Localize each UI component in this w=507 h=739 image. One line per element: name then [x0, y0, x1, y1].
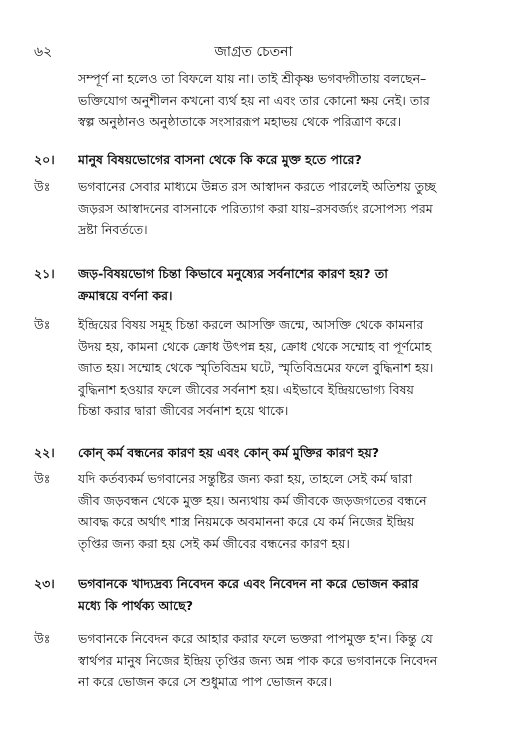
answer-line: আবদ্ধ করে অর্থাৎ শাস্ত্র নিয়মকে অবমাননা করে যে কর্ম নিজের ইন্দ্রিয়: [78, 514, 415, 529]
page-header: [0, 40, 507, 60]
answer-line: তৃপ্তির জন্য করা হয় সেই কর্ম জীবের বন্ধনের কারণ হয়।: [78, 535, 350, 551]
question-22: [78, 442, 478, 464]
question-line: ভগবানকে খাদ্যদ্রব্য নিবেদন করে এবং নিবেদন না করে ভোজন করার: [78, 576, 419, 591]
answer-20: [78, 176, 478, 241]
text-line: ভক্তিযোগ অনুশীলন কখনো ব্যর্থ হয় না এবং তার কোনো ক্ষয় নেই। তার: [78, 92, 430, 108]
answer-21: [78, 314, 478, 422]
continuation-paragraph: [78, 68, 478, 133]
question-number: ২৩।: [34, 576, 55, 591]
answer-line: দ্রষ্টা নিবর্ততে।: [78, 222, 148, 237]
answer-line: না করে ভোজন করে সে শুধুমাত্র পাপ ভোজন করে।: [78, 674, 333, 689]
question-line: কোন্ কর্ম বন্ধনের কারণ হয় এবং কোন্ কর্ম মুক্তির কারণ হয়?: [78, 445, 380, 460]
answer-line: ভগবানকে নিবেদন করে আহার করার ফলে ভক্তরা পাপমুক্ত হ'ন। কিন্তু যে: [78, 631, 433, 646]
question-line: ক্রমান্বয়ে বর্ণনা কর।: [78, 287, 173, 303]
question-number: ২০।: [34, 152, 55, 167]
question-20: [78, 149, 478, 171]
question-21: [78, 263, 478, 306]
answer-line: জীব জড়বন্ধন থেকে মুক্ত হয়। অন্যথায় কর্ম জীবকে জড়জগতের বন্ধনে: [78, 492, 427, 508]
question-number: ২২।: [34, 445, 55, 460]
answer-label: উঃ: [34, 317, 51, 332]
question-line: মধ্যে কি পার্থক্য আছে?: [78, 597, 193, 613]
answer-line: চিন্তা করার দ্বারা জীবের সর্বনাশ হয়ে থাকে।: [78, 403, 289, 418]
answer-label: উঃ: [34, 631, 51, 646]
page-number: ৬২: [34, 44, 53, 60]
question-line: জড়-বিষয়ভোগ চিন্তা কিভাবে মনুষ্যের সর্বনাশের কারণ হয়? তা: [78, 266, 388, 281]
question-number: ২১।: [34, 266, 55, 281]
text-line: সম্পূর্ণ না হলেও তা বিফলে যায় না। তাই শ্রীকৃষ্ণ ভগবদ্গীতায় বলছেন–: [78, 71, 427, 86]
answer-label: উঃ: [34, 179, 51, 194]
answer-line: ইন্দ্রিয়ের বিষয় সমূহ চিন্তা করলে আসক্তি জন্মে, আসক্তি থেকে কামনার: [78, 317, 424, 332]
answer-line: জড়রস আস্বাদনের বাসনাকে পরিত্যাগ করা যায়–রসবর্জ্যং রসোপস্য পরম: [78, 200, 433, 216]
answer-line: ভগবানের সেবার মাধ্যমে উন্নত রস আস্বাদন করতে পারলেই অতিশয় তুচ্ছ: [78, 179, 436, 194]
answer-line: উদয় হয়, কামনা থেকে ক্রোধ উৎপন্ন হয়, ক্রোধ থেকে সম্মোহ বা পূর্ণমোহ: [78, 338, 432, 354]
text-line: স্বল্প অনুষ্ঠানও অনুষ্ঠাতাকে সংসাররূপ মহাভয় থেকে পরিত্রাণ করে।: [78, 114, 402, 129]
answer-22: [78, 468, 478, 554]
question-line: মানুষ বিষয়ভোগের বাসনা থেকে কি করে মুক্ত হতে পারে?: [78, 152, 362, 167]
answer-line: বুদ্ধিনাশ হওয়ার ফলে জীবের সর্বনাশ হয়। এইভাবে ইন্দ্রিয়ভোগ্য বিষয়: [78, 381, 414, 397]
answer-line: জাত হয়। সম্মোহ থেকে স্মৃতিবিভ্রম ঘটে, স্মৃতিবিভ্রমের ফলে বুদ্ধিনাশ হয়।: [78, 360, 434, 375]
answer-23: [78, 628, 478, 693]
answer-label: উঃ: [34, 471, 51, 486]
answer-line: স্বার্থপর মানুষ নিজের ইন্দ্রিয় তৃপ্তির জন্য অন্ন পাক করে ভগবানকে নিবেদন: [78, 652, 438, 668]
running-title: জাগ্রত চেতনা: [214, 44, 293, 60]
question-23: [78, 573, 478, 616]
answer-line: যদি কর্তব্যকর্ম ভগবানের সন্তুষ্টির জন্য করা হয়, তাহলে সেই কর্ম দ্বারা: [78, 471, 413, 486]
